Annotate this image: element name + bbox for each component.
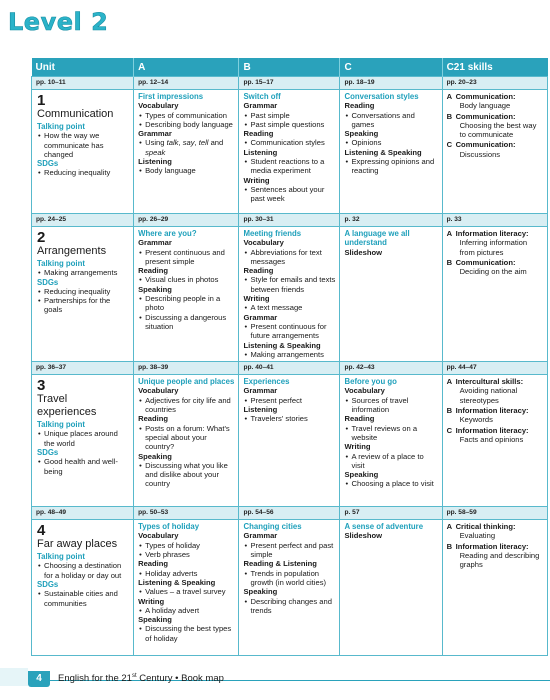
section-heading: Vocabulary — [138, 531, 179, 541]
c21-skill — [447, 522, 543, 541]
list-item: • Present perfect and past simple — [243, 541, 335, 560]
list-item: • Discussing a dangerous situation — [138, 313, 234, 332]
section-heading: Vocabulary — [138, 386, 179, 396]
section-heading: Listening & Speaking — [344, 147, 422, 157]
skill-name: Information literacy: — [455, 229, 529, 238]
lesson-title: Meeting friends — [243, 229, 302, 238]
lesson-title: Unique people and places — [138, 377, 235, 387]
unit-name: Arrangements — [37, 245, 107, 257]
section-heading: Reading — [138, 559, 169, 569]
cell-b — [239, 362, 340, 507]
cell-content — [340, 520, 441, 543]
sdgs-label: SDGs — [37, 277, 59, 287]
section-heading: Grammar — [243, 531, 278, 541]
cell-c — [340, 362, 442, 507]
unit-number: 2 — [37, 229, 46, 246]
skill-name: Information literacy: — [455, 541, 529, 551]
header-c: C — [340, 58, 442, 77]
lesson-title: Changing cities — [243, 522, 302, 532]
cell-a — [134, 362, 239, 507]
unit-row — [32, 77, 548, 214]
lesson-title: Experiences — [243, 377, 290, 387]
section-heading: Grammar — [243, 312, 278, 322]
list-item: • A holiday advert — [138, 606, 234, 615]
c21-skill — [447, 377, 543, 405]
section-heading: Writing — [138, 596, 165, 606]
cell-b — [239, 77, 340, 214]
cell-c21 — [442, 507, 547, 656]
cell-content — [443, 227, 547, 279]
list-item: • Using talk, say, tell and speak — [138, 138, 234, 157]
section-heading: Speaking — [138, 451, 172, 461]
section-heading: Listening & Speaking — [243, 340, 321, 350]
section-heading: Grammar — [243, 386, 278, 396]
page-range: pp. 40–41 — [239, 362, 339, 375]
page-range: pp. 18–19 — [340, 77, 441, 90]
list-item: • Communication styles — [243, 138, 335, 147]
cell-unit — [32, 362, 134, 507]
list-item: • Good health and well-being — [37, 457, 129, 476]
cell-c21 — [442, 77, 547, 214]
list-item: • Types of holiday — [138, 541, 234, 550]
lesson-title: A sense of adventure — [344, 522, 424, 532]
header-unit: Unit — [32, 58, 134, 77]
skill-name: Intercultural skills: — [455, 377, 524, 387]
section-heading: Speaking — [138, 284, 172, 294]
footer-accent — [0, 668, 28, 686]
page-range: p. 32 — [340, 214, 441, 227]
cell-a — [134, 214, 239, 362]
section-heading: Reading & Listening — [243, 559, 317, 569]
cell-unit — [32, 507, 134, 656]
skill-description: Reading and describing graphs — [459, 551, 540, 570]
page-range: p. 33 — [443, 214, 547, 227]
cell-b — [239, 214, 340, 362]
italic-word: tell — [198, 138, 209, 148]
list-item: • Describing body language — [138, 120, 234, 129]
skill-name: Communication: — [455, 111, 516, 121]
section-heading: Vocabulary — [344, 386, 385, 396]
page-range: pp. 38–39 — [134, 362, 238, 375]
list-item: • Past simple questions — [243, 120, 335, 129]
sdgs-label: SDGs — [37, 580, 59, 590]
cell-content — [134, 90, 238, 178]
skill-name: Information literacy: — [455, 406, 529, 416]
lesson-title: Types of holiday — [138, 522, 200, 532]
list-item: • Adjectives for city life and countries — [138, 396, 234, 415]
c21-skill — [447, 426, 543, 445]
list-item: • Body language — [138, 166, 234, 175]
cell-content — [340, 90, 441, 178]
unit-number: 4 — [37, 522, 46, 540]
cell-content — [239, 227, 339, 361]
list-item: • A text message — [243, 303, 335, 312]
talking-point-label: Talking point — [37, 122, 85, 131]
section-heading: Vocabulary — [138, 101, 179, 111]
list-item: • Student reactions to a media experiment — [243, 157, 335, 176]
skill-name: Communication: — [455, 92, 516, 101]
section-heading: Listening — [243, 147, 278, 157]
unit-name: Far away places — [37, 538, 118, 551]
skill-name: Critical thinking: — [455, 522, 516, 532]
section-heading: Vocabulary — [243, 238, 284, 248]
cell-unit — [32, 77, 134, 214]
book-map-table — [31, 58, 548, 656]
section-heading: Reading — [138, 266, 169, 276]
section-heading: Slideshow — [344, 531, 383, 541]
footer-text-label: English for the 21st Century • Book map — [58, 673, 224, 685]
page-range: pp. 26–29 — [134, 214, 238, 227]
cell-content — [239, 90, 339, 206]
section-heading: Speaking — [344, 470, 379, 480]
page-range: pp. 48–49 — [32, 507, 133, 520]
italic-word: say — [182, 138, 195, 148]
c21-skill — [447, 112, 543, 140]
skill-description: Deciding on the aim — [459, 267, 527, 277]
unit-row — [32, 362, 548, 507]
page-range: pp. 44–47 — [443, 362, 547, 375]
cell-content — [340, 227, 441, 259]
cell-content — [134, 227, 238, 333]
section-heading: Speaking — [344, 129, 379, 139]
list-item: • Present continuous for future arrangements — [243, 322, 335, 341]
section-heading: Listening — [138, 157, 172, 167]
cell-content — [32, 90, 133, 180]
skill-description: Body language — [459, 101, 511, 111]
skill-name: Communication: — [455, 140, 516, 150]
cell-content — [443, 90, 547, 162]
page-range: pp. 58–59 — [443, 507, 547, 520]
skill-description: Keywords — [459, 415, 493, 425]
list-item: • Unique places around the world — [37, 429, 129, 448]
section-heading: Grammar — [138, 238, 172, 248]
list-item: • Past simple — [243, 111, 335, 120]
italic-word: speak — [145, 147, 166, 157]
sdgs-label: SDGs — [37, 448, 59, 458]
cell-content — [443, 520, 547, 572]
unit-name: Communication — [37, 108, 114, 120]
page-range: pp. 30–31 — [239, 214, 339, 227]
unit-number: 1 — [37, 92, 46, 109]
section-heading: Writing — [344, 442, 371, 452]
cell-content — [134, 520, 238, 645]
list-item: • Present continuous and present simple — [138, 248, 234, 267]
section-heading: Writing — [243, 175, 270, 185]
cell-c — [340, 507, 442, 656]
list-item: • Visual clues in photos — [138, 275, 234, 284]
list-item: • Abbreviations for text messages — [243, 248, 335, 267]
header-b: B — [239, 58, 340, 77]
list-item: • Making arrangements — [37, 268, 129, 277]
c21-skill — [447, 229, 543, 257]
list-item: • Verb phrases — [138, 550, 234, 559]
cell-c — [340, 77, 442, 214]
page-range: pp. 24–25 — [32, 214, 133, 227]
list-item: • Partnerships for the goals — [37, 296, 129, 315]
skill-description: Avoiding national stereotypes — [459, 386, 518, 405]
skill-description: Discussions — [459, 149, 501, 159]
unit-row — [32, 214, 548, 362]
lesson-title: Switch off — [243, 92, 281, 101]
list-item: • A review of a place to visit — [344, 452, 437, 471]
skill-description: Choosing the best way to communicate — [459, 120, 537, 140]
c21-skill — [447, 542, 543, 570]
page-range: pp. 50–53 — [134, 507, 238, 520]
level-title: Level 2 — [8, 8, 109, 36]
skill-description: Evaluating — [459, 531, 496, 541]
lesson-title: First impressions — [138, 92, 204, 101]
page-number: 4 — [28, 671, 50, 687]
page-range: pp. 36–37 — [32, 362, 133, 375]
cell-content — [32, 520, 133, 610]
list-item: • Describing people in a photo — [138, 294, 234, 313]
list-item: • Style for emails and texts between friends — [243, 275, 335, 294]
list-item: • Reducing inequality — [37, 287, 129, 296]
talking-point-label: Talking point — [37, 259, 85, 268]
c21-skill — [447, 406, 543, 425]
list-item: • Sustainable cities and communities — [37, 589, 129, 608]
skill-letter: B — [446, 406, 453, 416]
superscript: st — [131, 673, 137, 679]
cell-content — [443, 375, 547, 447]
section-heading: Speaking — [138, 615, 172, 625]
list-item: • Making arrangements — [243, 350, 335, 359]
skill-letter: B — [446, 257, 453, 267]
cell-content — [239, 520, 339, 617]
c21-skill — [447, 258, 543, 277]
sdgs-label: SDGs — [37, 159, 59, 169]
page-range: pp. 20–23 — [443, 77, 547, 90]
list-item: • Travel reviews on a website — [344, 424, 437, 443]
list-item: • Holiday adverts — [138, 569, 234, 578]
list-item: • Conversations and games — [344, 111, 437, 130]
list-item: • Types of communication — [138, 111, 234, 120]
list-item: • Discussing what you like and dislike about your country — [138, 461, 234, 489]
list-item: • Reducing inequality — [37, 168, 129, 177]
cell-a — [134, 77, 239, 214]
lesson-title: Before you go — [344, 377, 397, 387]
section-heading: Listening & Speaking — [138, 577, 216, 587]
section-heading: Writing — [243, 294, 270, 304]
section-heading: Reading — [138, 414, 169, 424]
skill-letter: A — [446, 92, 453, 101]
cell-c21 — [442, 214, 547, 362]
cell-c21 — [442, 362, 547, 507]
table-header-row — [32, 58, 548, 77]
cell-c — [340, 214, 442, 362]
page-range: pp. 10–11 — [32, 77, 133, 90]
section-heading: Reading — [344, 101, 375, 111]
section-heading: Slideshow — [344, 247, 383, 257]
section-heading: Reading — [344, 414, 375, 424]
skill-letter: A — [446, 377, 453, 387]
talking-point-label: Talking point — [37, 420, 85, 430]
skill-letter: C — [446, 425, 453, 435]
italic-word: talk — [166, 138, 179, 148]
list-item: • Sentences about your past week — [243, 185, 335, 204]
lesson-title: A language we all understand — [344, 229, 410, 248]
section-heading: Reading — [243, 266, 274, 276]
page-range: pp. 15–17 — [239, 77, 339, 90]
cell-unit — [32, 214, 134, 362]
list-item: • Choosing a destination for a holiday or day out — [37, 561, 129, 580]
section-heading: Speaking — [243, 587, 278, 597]
footer-text — [58, 673, 224, 684]
list-item: • Describing changes and trends — [243, 597, 335, 616]
cell-content — [134, 375, 238, 491]
lesson-title: Where are you? — [138, 229, 197, 238]
cell-content — [340, 375, 441, 491]
list-item: • Sources of travel information — [344, 396, 437, 415]
list-item: • Opinions — [344, 138, 437, 147]
skill-letter: A — [446, 522, 453, 532]
skill-name: Communication: — [455, 257, 516, 267]
section-heading: Grammar — [138, 129, 172, 139]
page-range: pp. 42–43 — [340, 362, 441, 375]
skill-description: Inferring information from pictures — [459, 238, 528, 257]
section-heading: Grammar — [243, 101, 278, 111]
cell-content — [32, 227, 133, 317]
cell-b — [239, 507, 340, 656]
cell-a — [134, 507, 239, 656]
list-item: • Trends in population growth (in world cities) — [243, 569, 335, 588]
talking-point-label: Talking point — [37, 552, 85, 562]
c21-skill — [447, 92, 543, 111]
list-item: • Discussing the best types of holiday — [138, 624, 234, 643]
cell-content — [239, 375, 339, 425]
list-item: • How the way we communicate has changed — [37, 131, 129, 159]
list-item: • Posts on a forum: What's special about your country? — [138, 424, 234, 452]
lesson-title: Conversation styles — [344, 92, 419, 101]
skill-letter: B — [446, 541, 453, 551]
list-item: • Values – a travel survey — [138, 587, 234, 596]
list-item: • Travelers' stories — [243, 414, 335, 423]
skill-name: Information literacy: — [455, 425, 529, 435]
unit-number: 3 — [37, 377, 46, 395]
skill-letter: A — [446, 229, 453, 238]
unit-name: Travel experiences — [37, 393, 97, 419]
list-item: • Present perfect — [243, 396, 335, 405]
list-item: • Expressing opinions and reacting — [344, 157, 437, 176]
c21-skill — [447, 140, 543, 159]
skill-letter: B — [446, 111, 453, 121]
skill-description: Facts and opinions — [459, 434, 524, 444]
page-range: pp. 54–56 — [239, 507, 339, 520]
section-heading: Listening — [243, 405, 278, 415]
skill-letter: C — [446, 140, 453, 150]
header-c21: C21 skills — [442, 58, 547, 77]
header-a: A — [134, 58, 239, 77]
list-item: • Choosing a place to visit — [344, 479, 437, 488]
page-range: p. 57 — [340, 507, 441, 520]
unit-row — [32, 507, 548, 656]
section-heading: Reading — [243, 129, 274, 139]
page-range: pp. 12–14 — [134, 77, 238, 90]
cell-content — [32, 375, 133, 478]
